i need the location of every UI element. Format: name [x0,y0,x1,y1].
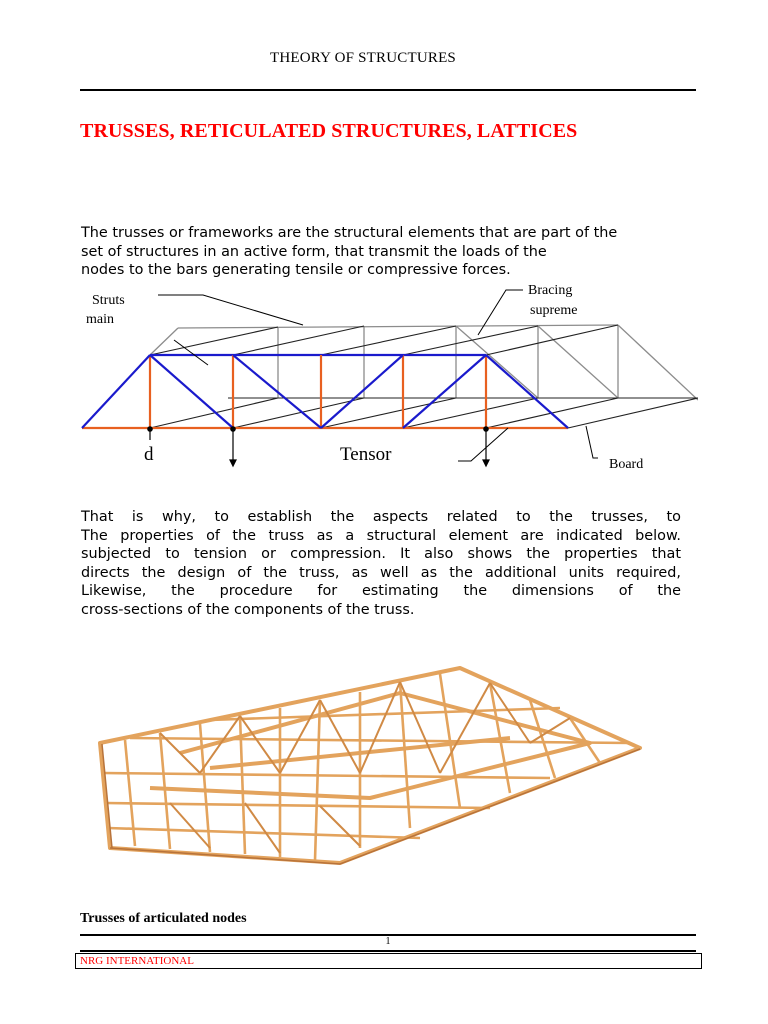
footer-divider-bottom [80,950,696,952]
cross-bar [403,326,538,355]
diag-bar [245,803,280,853]
cross-bar [321,326,456,355]
frame-bar [456,326,538,398]
shadow-bar [110,848,340,864]
intro-paragraph-line: set of structures in an active form, that transmit the loads of the [81,243,547,260]
bracing-leader [478,290,523,335]
front-truss [82,355,568,428]
second-paragraph-line: Likewise, the procedure for estimating the dimensions of the [81,583,681,600]
diag-bar [360,682,400,773]
label-struts: Struts [92,293,125,308]
cross-bar [321,398,456,428]
support-node [148,427,152,431]
diagonal-member [233,355,321,428]
intro-paragraph [81,224,681,280]
cross-bar [150,327,278,355]
board-leader [586,426,598,458]
cross-bar [233,326,364,355]
diag-bar [280,700,320,773]
second-paragraph-line: That is why, to establish the aspects related to the trusses, to [81,509,681,525]
grid-bar [106,803,490,808]
struts-leader [158,295,303,325]
second-paragraph-line: cross-sections of the components of the truss. [81,601,415,618]
diagonal-member [82,355,150,428]
frame-bar [538,326,618,398]
label-bracing: Bracing [528,283,573,298]
diagonal-member [486,355,568,428]
main-heading: TRUSSES, RETICULATED STRUCTURES, LATTICES [80,120,578,142]
diagonal-member [321,355,403,428]
cross-bar [568,398,698,428]
tensor-leader [458,428,508,461]
supports [148,427,489,466]
figure-caption: Trusses of articulated nodes [80,911,247,926]
second-paragraph-line: subjected to tension or compression. It also shows the properties that [81,546,681,563]
second-paragraph-line: directs the design of the truss, as well as the additional units required, [81,564,681,581]
label-d: d [144,444,154,465]
second-paragraph-line: The properties of the truss as a structural element are indicated below. [81,527,681,544]
label-tensor: Tensor [340,444,392,465]
frame-bar [150,328,178,355]
intro-paragraph-line: nodes to the bars generating tensile or compressive forces. [81,262,511,279]
roof-base [100,668,640,863]
grid-bar [160,733,170,849]
support-node [231,427,235,431]
support-node [484,427,488,431]
grid-bar [530,700,555,778]
diagonal-member [403,355,486,428]
cross-bar [233,398,364,428]
intro-paragraph-line: The trusses or frameworks are the structural elements that are part of the [81,225,618,241]
cross-bar [486,325,618,355]
label-board: Board [609,457,644,472]
footer-company-name: NRG INTERNATIONAL [80,955,194,967]
frame-bar [618,325,698,400]
page-number: 1 [385,936,391,947]
lattice-roof-image [90,648,650,888]
grid-bar [130,738,630,743]
roof-outline [100,668,640,863]
label-main: main [86,312,114,327]
second-paragraph [81,508,681,620]
diag-bar [320,806,360,846]
cross-bar [150,398,278,428]
diag-bar [170,803,210,848]
diagonal-member [150,355,233,428]
rear-top-chord [178,325,618,328]
truss-diagram [78,280,698,480]
support-arrow [230,460,236,466]
support-arrow [483,460,489,466]
page-header-title: THEORY OF STRUCTURES [270,50,456,66]
grid-bar [104,773,550,778]
cross-bar [403,398,538,428]
label-supreme: supreme [530,303,578,318]
header-divider [80,89,696,91]
